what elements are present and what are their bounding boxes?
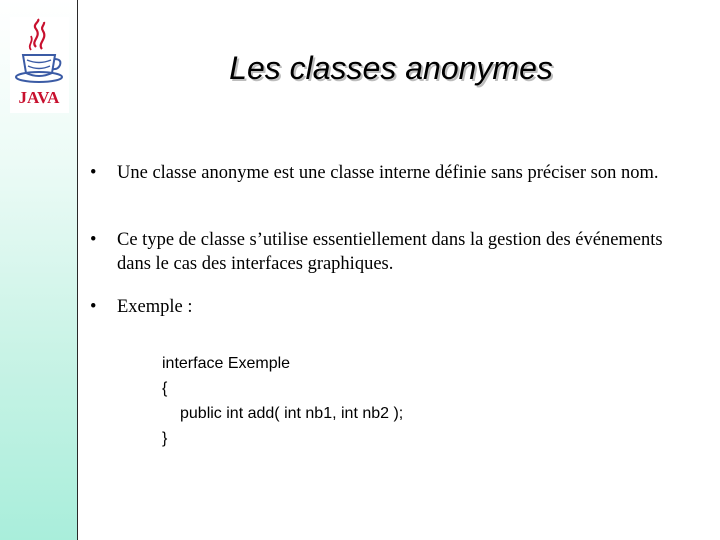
bullet-icon: • <box>90 163 97 183</box>
code-line: interface Exemple <box>162 355 291 372</box>
bullet-text: Exemple : <box>117 297 193 317</box>
slide-title: Les classes anonymes <box>229 50 553 86</box>
bullet-text: Une classe anonyme est une classe interne définie sans préciser son nom. <box>117 163 659 183</box>
code-line: { <box>162 380 168 397</box>
java-wordmark: JAVA <box>18 88 60 107</box>
code-line: public int add( int nb1, int nb2 ); <box>180 405 404 422</box>
bullet-icon: • <box>90 297 97 317</box>
code-example <box>162 351 403 451</box>
java-coffee-cup-icon <box>10 17 69 113</box>
java-logo <box>10 17 69 113</box>
code-line: } <box>162 430 168 447</box>
bullet-icon: • <box>90 230 97 250</box>
sidebar-gradient <box>0 0 78 540</box>
bullet-text: Ce type de classe s’utilise essentiellement dans la gestion des événements dans le cas des interfaces graphiques. <box>117 230 663 274</box>
